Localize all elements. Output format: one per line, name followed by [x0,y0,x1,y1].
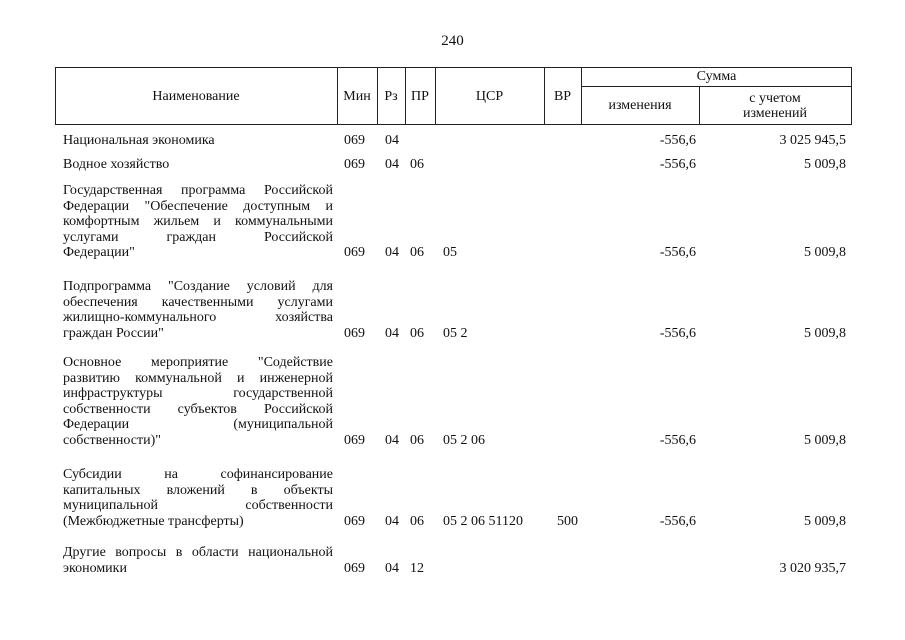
table-header [55,67,852,125]
col-header-rz: Рз [384,88,398,104]
cell-total: 3 020 935,7 [779,560,846,576]
cell-min: 069 [344,513,365,529]
col-header-vr: ВР [553,88,572,104]
cell-total: 5 009,8 [804,245,846,261]
row-name-line: Федерации "Обеспечение доступным и [63,198,333,214]
cell-csr: 05 2 06 [443,433,485,448]
row-name-line: Федерации" [63,245,135,261]
cell-change: -556,6 [659,513,696,529]
cell-pr: 06 [410,157,424,172]
row-name-line: собственности субъектов Российской [63,401,333,417]
row-name [63,545,333,576]
cell-csr: 05 2 06 51120 [443,513,523,529]
row-name-line: собственности)" [63,432,161,448]
cell-change: -556,6 [659,157,696,172]
row-name [63,183,333,261]
row-name [63,355,333,449]
row-name [63,157,333,173]
col-header-with-change [699,86,851,125]
row-name-line: Федерации (муниципальной [63,417,333,433]
row-name-line: услугами граждан Российской [63,229,333,245]
cell-pr: 06 [410,513,424,529]
col-header-change: изменения [608,98,672,113]
cell-rz: 04 [385,560,399,576]
col-header-name: Наименование [152,88,240,104]
table-row [0,133,905,149]
cell-total: 5 009,8 [804,433,846,448]
row-name-line: граждан России" [63,325,164,341]
cell-min: 069 [344,325,365,341]
cell-csr: 05 2 [443,325,468,341]
table-row [0,157,905,173]
row-name-line: жилищно-коммунального хозяйства [63,310,333,326]
cell-pr: 06 [410,245,424,261]
col-header-with-change-line1: с учетом [749,90,801,106]
cell-rz: 04 [385,133,399,148]
table-row [0,467,905,529]
cell-pr: 06 [410,325,424,341]
cell-pr: 12 [410,560,424,576]
row-name [63,279,333,341]
col-header-sum: Сумма [696,69,737,84]
cell-min: 069 [344,245,365,261]
cell-min: 069 [344,157,365,172]
row-name-line: Основное мероприятие "Содействие [63,355,333,370]
cell-rz: 04 [385,325,399,341]
cell-min: 069 [344,433,365,448]
col-header-with-change-line2: изменений [742,105,808,121]
col-header-csr: ЦСР [475,88,504,104]
cell-csr: 05 [443,245,457,261]
page-number: 240 [441,33,464,49]
row-name-line: Государственная программа Российской [63,183,333,198]
cell-total: 5 009,8 [804,325,846,341]
cell-change: -556,6 [659,325,696,341]
cell-total: 3 025 945,5 [779,133,846,148]
row-name-line: Национальная экономика [63,133,215,148]
cell-min: 069 [344,560,365,576]
row-name-line: Водное хозяйство [63,157,170,172]
row-name-line: экономики [63,560,127,576]
row-name-line: развитию коммунальной и инженерной [63,370,333,386]
row-name-line: обеспечения качественными услугами [63,294,333,310]
col-header-min: Мин [343,88,371,104]
cell-change: -556,6 [659,433,696,448]
table-row [0,183,905,261]
row-name-line: Подпрограмма "Создание условий для [63,279,333,294]
row-name-line: инфраструктуры государственной [63,386,333,402]
cell-rz: 04 [385,513,399,529]
row-name-line: (Межбюджетные трансферты) [63,513,244,529]
table-row [0,279,905,341]
cell-min: 069 [344,133,365,148]
row-name-line: Другие вопросы в области национальной [63,545,333,560]
cell-pr: 06 [410,433,424,448]
table-row [0,355,905,449]
col-header-pr: ПР [411,88,429,104]
cell-vr: 500 [557,513,578,529]
row-name-line: комфортным жильем и коммунальными [63,214,333,230]
row-name-line: капитальных вложений в объекты [63,482,333,498]
cell-total: 5 009,8 [804,157,846,172]
cell-change: -556,6 [659,133,696,148]
table-row [0,545,905,576]
row-name-line: муниципальной собственности [63,498,333,514]
row-name-line: Субсидии на софинансирование [63,467,333,482]
cell-rz: 04 [385,245,399,261]
cell-rz: 04 [385,157,399,172]
cell-total: 5 009,8 [804,513,846,529]
cell-change: -556,6 [659,245,696,261]
row-name [63,467,333,529]
row-name [63,133,333,149]
cell-rz: 04 [385,433,399,448]
